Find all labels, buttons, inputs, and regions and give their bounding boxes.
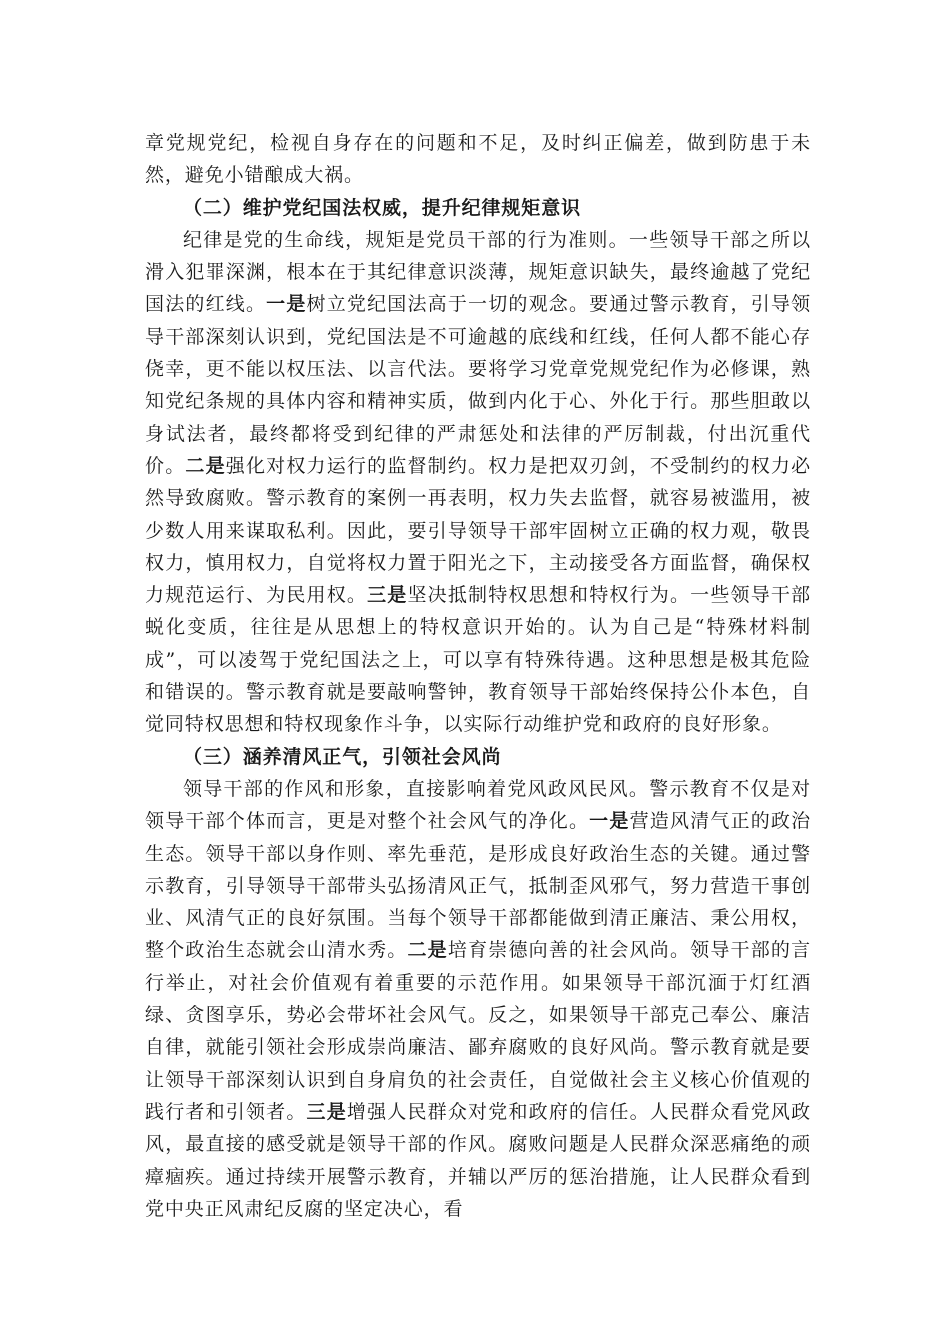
emphasis-marker: 一是 bbox=[266, 293, 307, 316]
emphasis-marker: 二是 bbox=[407, 939, 448, 962]
paragraph-text: 增强人民群众对党和政府的信任。人民群众看党风政风，最直接的感受就是领导干部的作风。腐败问题是人民群众深恶痛绝的顽瘴痼疾。通过持续开展警示教育，并辅以严厉的惩治措施，让人民群众看到党中央正风肃纪反腐的坚定决心，看 bbox=[145, 1100, 812, 1220]
section-heading-2: （二）维护党纪国法权威，提升纪律规矩意识 bbox=[183, 196, 582, 219]
paragraph-text: 营造风清气正的政治生态。领导干部以身作则、率先垂范，是形成良好政治生态的关键。通过警示教育，引导领导干部带头弘扬清风正气，抵制歪风邪气，努力营造干事创业、风清气正的良好氛围。当每个领导干部都能做到清正廉洁、秉公用权，整个政治生态就会山清水秀。 bbox=[145, 810, 811, 962]
document-body bbox=[145, 127, 811, 1225]
paragraph-text: 培育崇德向善的社会风尚。领导干部的言行举止，对社会价值观有着重要的示范作用。如果领导干部沉湎于灯红酒绿、贪图享乐，势必会带坏社会风气。反之，如果领导干部克己奉公、廉洁自律，就能引领社会形成崇尚廉洁、鄙弃腐败的良好风尚。警示教育就是要让领导干部深刻认识到自身肩负的社会责任，自觉做社会主义核心价值观的践行者和引领者。 bbox=[145, 939, 812, 1123]
paragraph-discipline bbox=[145, 224, 811, 741]
paragraph-text: 领导干部的作风和形象，直接影响着党风政风民风。警示教育不仅是对领导干部个体而言，更是对整个社会风气的净化。 bbox=[145, 777, 811, 833]
section-heading-3: （三）涵养清风正气，引领社会风尚 bbox=[183, 745, 502, 768]
paragraph-ethos bbox=[145, 773, 811, 1225]
paragraph-continued bbox=[145, 127, 811, 192]
paragraph-text: 树立党纪国法高于一切的观念。要通过警示教育，引导领导干部深刻认识到，党纪国法是不可逾越的底线和红线，任何人都不能心存侥幸，更不能以权压法、以言代法。要将学习党章党规党纪作为必修课，熟知党纪条规的具体内容和精神实质，做到内化于心、外化于行。那些胆敢以身试法者，最终都将受到纪律的严肃惩处和法律的严厉制裁，付出沉重代价。 bbox=[145, 293, 811, 477]
emphasis-marker: 一是 bbox=[589, 810, 630, 833]
paragraph-text: 强化对权力运行的监督制约。权力是把双刃剑，不受制约的权力必然导致腐败。警示教育的案例一再表明，权力失去监督，就容易被滥用，被少数人用来谋取私利。因此，要引导领导干部牢固树立正确的权力观，敬畏权力，慎用权力，自觉将权力置于阳光之下，主动接受各方面监督，确保权力规范运行、为民用权。 bbox=[145, 454, 811, 607]
emphasis-marker: 三是 bbox=[306, 1100, 347, 1123]
emphasis-marker: 三是 bbox=[367, 584, 408, 607]
paragraph-text: 章党规党纪，检视自身存在的问题和不足，及时纠正偏差，做到防患于未然，避免小错酿成大祸。 bbox=[145, 132, 811, 187]
emphasis-marker: 二是 bbox=[185, 454, 226, 477]
paragraph-text: 纪律是党的生命线，规矩是党员干部的行为准则。一些领导干部之所以滑入犯罪深渊，根本在于其纪律意识淡薄，规矩意识缺失，最终逾越了党纪国法的红线。 bbox=[145, 228, 811, 316]
paragraph-text: 坚决抵制特权思想和特权行为。一些领导干部蜕化变质，往往是从思想上的特权意识开始的。认为自己是“特殊材料制成”，可以凌驾于党纪国法之上，可以享有特殊待遇。这种思想是极其危险和错误的。警示教育就是要敲响警钟，教育领导干部始终保持公仆本色，自觉同特权思想和特权现象作斗争，以实际行动维护党和政府的良好形象。 bbox=[145, 584, 811, 736]
